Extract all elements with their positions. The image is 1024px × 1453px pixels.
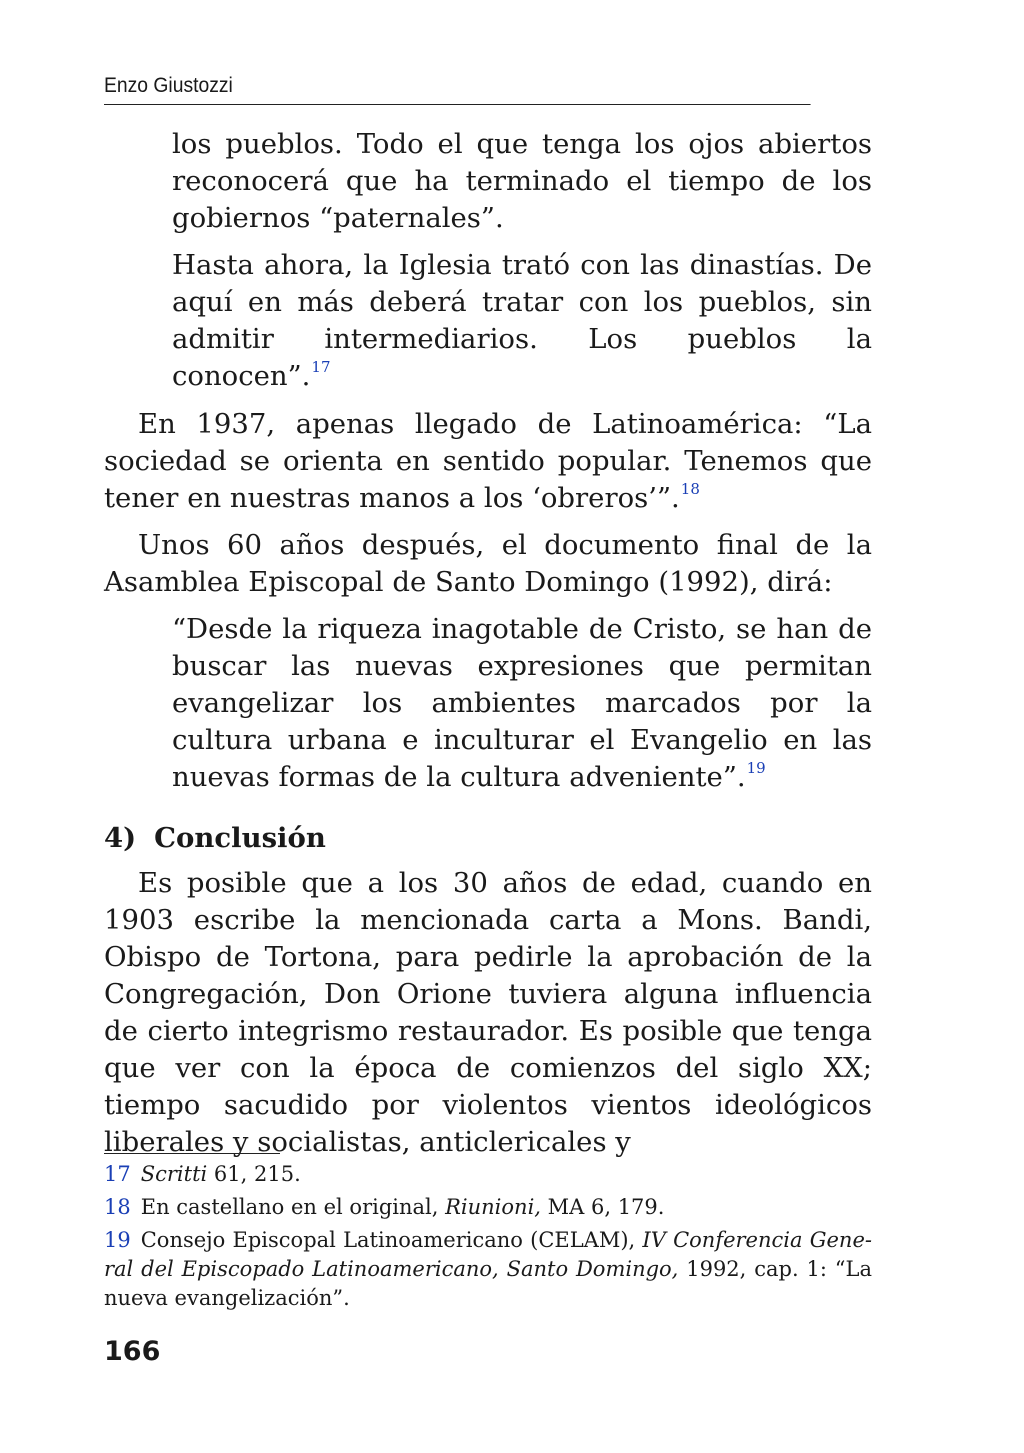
section-number: 4): [104, 822, 137, 854]
footnote-19: [104, 1226, 872, 1313]
block-quote-1: [172, 126, 872, 237]
paragraph-text: En 1937, apenas llegado de Latinoamérica: “La sociedad se orienta en sentido popular. Tenemos que tener en nuestras manos a los ‘obreros’”.: [104, 408, 872, 514]
paragraph-text: Unos 60 años después, el documento final de la Asamblea Episcopal de Santo Domingo (1992), dirá:: [104, 529, 872, 598]
footnote-ref-19[interactable]: 19: [746, 759, 766, 777]
paragraph-conclusion: [104, 865, 872, 1161]
paragraph-1937: [104, 406, 872, 517]
page-number: 166: [104, 1336, 161, 1367]
block-quote-3: [172, 611, 872, 796]
footnote-rule: [104, 1153, 280, 1154]
section-heading: [104, 820, 872, 857]
footnote-pre: En castellano en el original,: [140, 1195, 446, 1219]
footnote-text: 61, 215.: [207, 1162, 301, 1186]
footnote-italic: Riunioni,: [445, 1195, 541, 1219]
main-text: [104, 126, 872, 1161]
footnote-17: [104, 1160, 872, 1189]
footnote-ref-17[interactable]: 17: [311, 358, 331, 376]
quote-text: Hasta ahora, la Iglesia trató con las dinastías. De aquí en más deberá tratar con los pueblos, sin admitir intermediarios. Los pueblos la conocen”.: [172, 249, 872, 392]
footnote-italic: Scritti: [140, 1162, 208, 1186]
quote-text: los pueblos. Todo el que tenga los ojos abiertos reconocerá que ha terminado el tiempo de los gobiernos “paternales”.: [172, 128, 872, 234]
footnote-pre: Consejo Episcopal Latinoamericano (CELAM),: [140, 1228, 643, 1252]
quote-text: “Desde la riqueza inagotable de Cristo, se han de buscar las nuevas expresiones que permitan evangelizar los ambientes marcados por la cultura urbana e inculturar el Evangelio en las nuevas formas de la cultura adveniente”.: [172, 613, 872, 793]
footnote-text: MA 6, 179.: [540, 1195, 665, 1219]
footnote-number: 18: [104, 1195, 131, 1219]
footnote-text: 1992, cap. 1: “La nueva evangelización”.: [104, 1257, 872, 1310]
footnote-number: 19: [104, 1228, 131, 1252]
footnote-18: [104, 1193, 872, 1222]
footnote-ref-18[interactable]: 18: [680, 480, 700, 498]
paragraph-text: Es posible que a los 30 años de edad, cuando en 1903 escribe la mencionada carta a Mons. Bandi, Obispo de Tortona, para pedirle la aprobación de la Congregación, Don Orione tuviera alguna influencia de cierto integrismo restaurador. Es posible que tenga que ver con la época de comienzos del siglo XX; tiempo sacudido por violentos vientos ideológicos liberales y socialistas, anticlericales y: [104, 867, 872, 1158]
block-quote-2: [172, 247, 872, 395]
section-title: Conclusión: [154, 822, 326, 854]
footnotes: [104, 1160, 872, 1317]
running-head: Enzo Giustozzi: [104, 74, 811, 105]
footnote-number: 17: [104, 1162, 131, 1186]
footnote-italic: IV Conferencia General del Episcopado Latinoamericano, Santo Domingo,: [104, 1228, 872, 1281]
paragraph-santo-domingo: [104, 527, 872, 601]
